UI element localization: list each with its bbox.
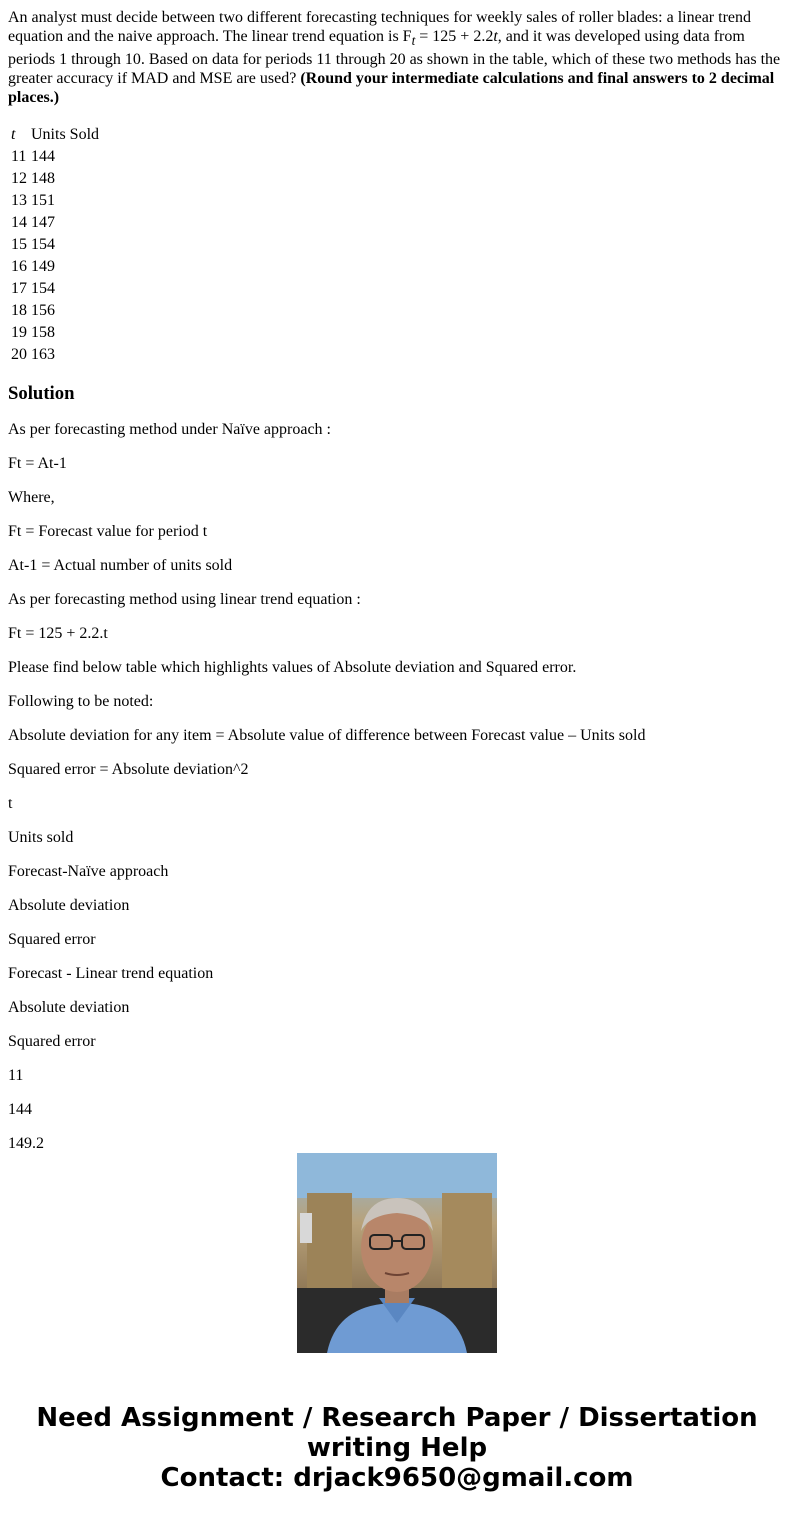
table-row	[10, 279, 100, 299]
solution-line: At-1 = Actual number of units sold	[8, 557, 233, 575]
units-sold-table	[8, 123, 102, 367]
cell-t: 20	[11, 346, 27, 364]
solution-line: Please find below table which highlights values of Absolute deviation and Squared error.	[8, 659, 577, 677]
solution-line: 11	[8, 1067, 24, 1085]
table-row	[10, 345, 100, 365]
promo-line-1: Need Assignment / Research Paper / Dissertation	[36, 1403, 758, 1433]
table-row	[10, 147, 100, 167]
question-text	[8, 8, 786, 107]
solution-line: Ft = 125 + 2.2.t	[8, 625, 108, 643]
cell-units-sold: 147	[31, 214, 55, 232]
variable-t: t	[493, 28, 498, 45]
promo-contact: Contact: drjack9650@gmail.com	[160, 1463, 634, 1493]
cell-units-sold: 163	[31, 346, 55, 364]
header-units-sold: Units Sold	[31, 126, 100, 144]
solution-line: As per forecasting method using linear trend equation :	[8, 591, 361, 609]
cell-t: 12	[11, 170, 27, 188]
solution-line: Absolute deviation	[8, 897, 130, 915]
solution-line: 149.2	[8, 1135, 44, 1153]
cell-t: 15	[11, 236, 27, 254]
solution-line: Absolute deviation	[8, 999, 130, 1017]
table-row	[10, 301, 100, 321]
cell-units-sold: 151	[31, 192, 55, 210]
cell-units-sold: 149	[31, 258, 55, 276]
solution-body	[8, 421, 786, 1153]
cell-units-sold: 154	[31, 236, 55, 254]
avatar	[297, 1153, 497, 1353]
table-row	[10, 257, 100, 277]
cell-units-sold: 148	[31, 170, 55, 188]
cell-t: 11	[11, 148, 27, 166]
solution-line: As per forecasting method under Naïve approach :	[8, 421, 331, 439]
promo-line-2: writing Help	[306, 1433, 488, 1463]
cell-t: 16	[11, 258, 27, 276]
cell-units-sold: 154	[31, 280, 55, 298]
table-row	[10, 235, 100, 255]
question-text-part-2: = 125 + 2.2	[415, 28, 494, 45]
promo-text	[0, 1403, 794, 1493]
solution-line: Absolute deviation for any item = Absolute value of difference between Forecast value – Units sold	[8, 727, 646, 745]
header-t: t	[11, 126, 16, 144]
cell-units-sold: 158	[31, 324, 55, 342]
cell-t: 18	[11, 302, 27, 320]
solution-line: Ft = Forecast value for period t	[8, 523, 208, 541]
solution-line: Forecast-Naïve approach	[8, 863, 169, 881]
question-text-part-1: An analyst must decide between two different forecasting techniques for weekly sales of roller blades: a linear trend equation and the naive approach. The linear trend equation is F	[8, 9, 751, 45]
subscript-t: t	[411, 33, 416, 49]
solution-line: Squared error	[8, 1033, 96, 1051]
solution-line: Ft = At-1	[8, 455, 67, 473]
solution-heading: Solution	[8, 383, 75, 405]
question-text-part-3: , and it was developed using data from periods 1 through 10. Based on data for periods 11 through 20 as shown in the table, which of these two methods has the greater accuracy if MAD and MSE are used?	[8, 28, 781, 88]
cell-t: 17	[11, 280, 27, 298]
solution-line: Following to be noted:	[8, 693, 154, 711]
avatar-photo	[297, 1153, 497, 1353]
solution-line: t	[8, 795, 13, 813]
solution-line: Squared error	[8, 931, 96, 949]
cell-units-sold: 156	[31, 302, 55, 320]
cell-t: 14	[11, 214, 27, 232]
table-header-row	[10, 125, 100, 145]
cell-units-sold: 144	[31, 148, 55, 166]
table-row	[10, 169, 100, 189]
cell-t: 13	[11, 192, 27, 210]
table-row	[10, 213, 100, 233]
table-row	[10, 191, 100, 211]
document-content	[8, 0, 786, 1153]
rounding-instruction: (Round your intermediate calculations and final answers to 2 decimal places.)	[8, 70, 775, 107]
solution-line: Squared error = Absolute deviation^2	[8, 761, 249, 779]
promo-footer	[0, 1123, 794, 1523]
cell-t: 19	[11, 324, 27, 342]
solution-line: Units sold	[8, 829, 74, 847]
solution-line: Where,	[8, 489, 55, 507]
table-body	[10, 147, 100, 365]
table-row	[10, 323, 100, 343]
solution-line: Forecast - Linear trend equation	[8, 965, 214, 983]
solution-line: 144	[8, 1101, 32, 1119]
